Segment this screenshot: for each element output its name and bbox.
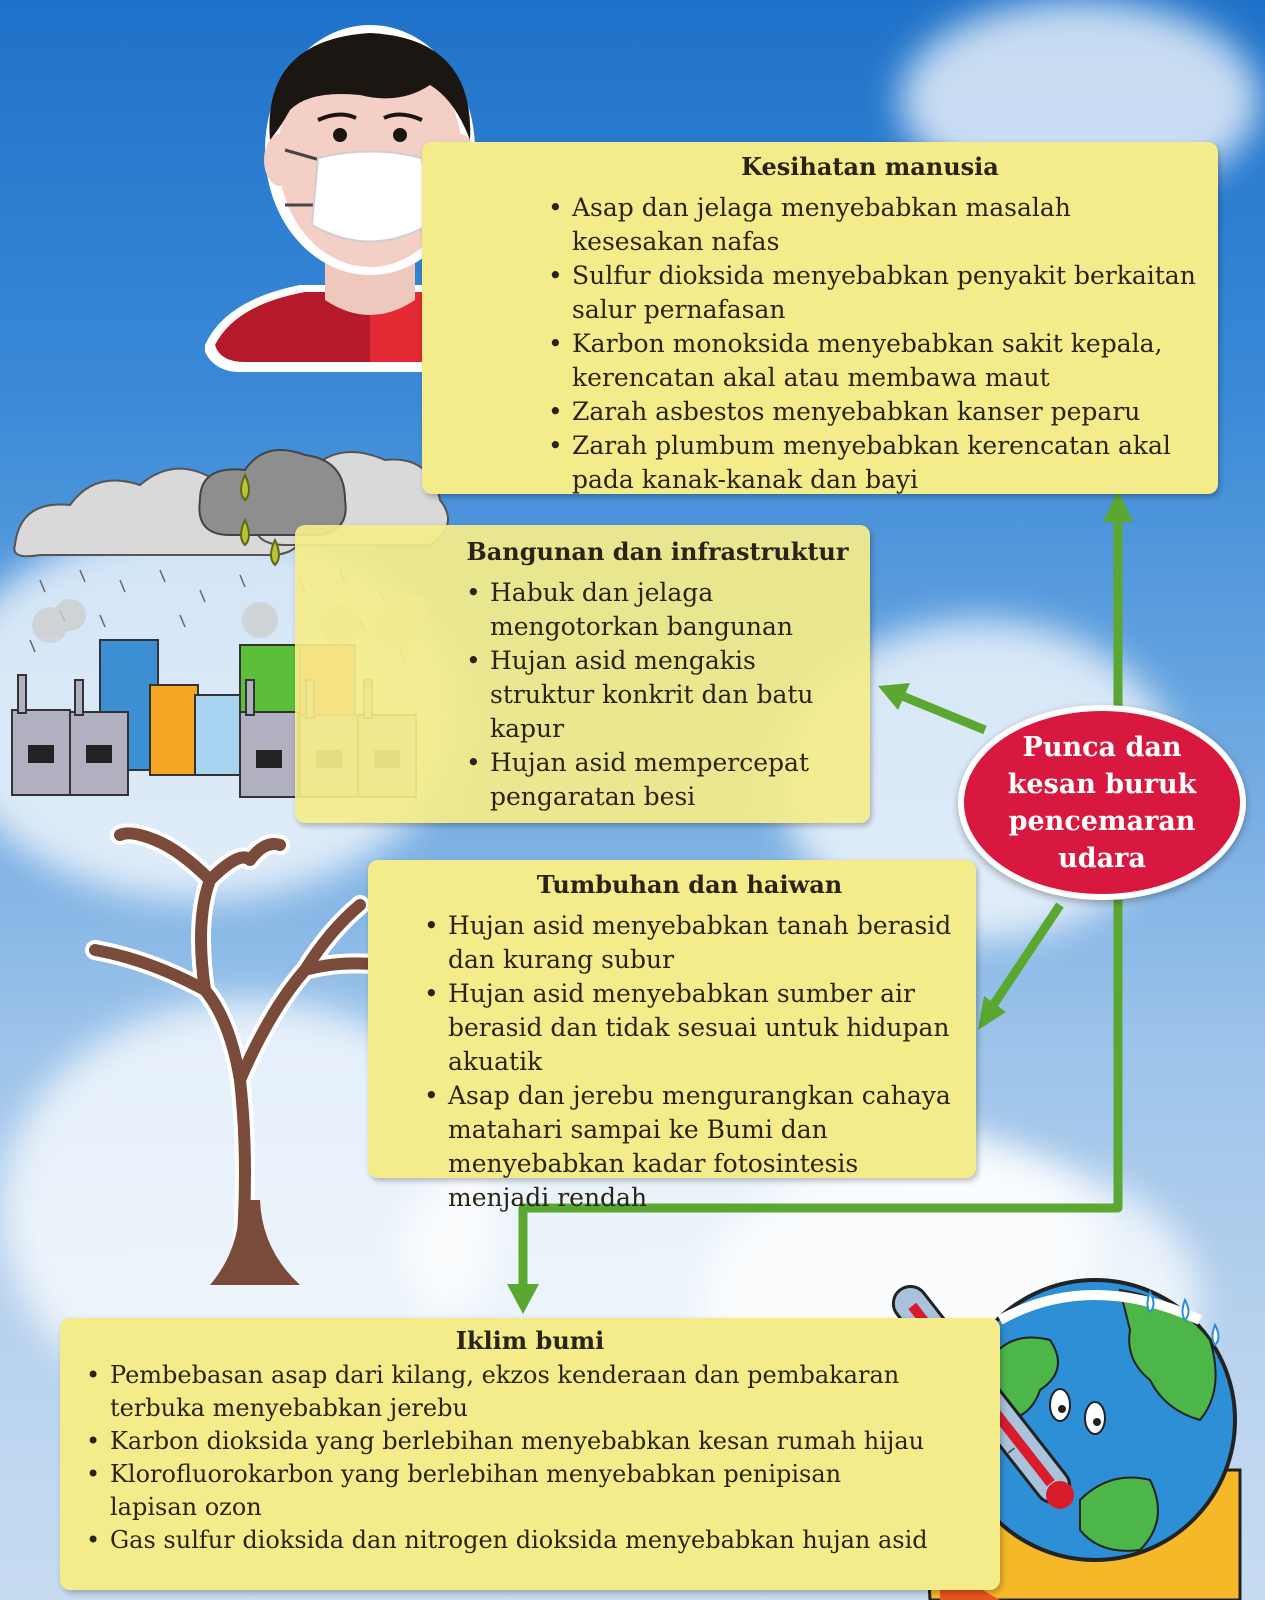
box-title: Bangunan dan infrastruktur (466, 537, 849, 566)
box-title: Kesihatan manusia (741, 152, 999, 181)
bullet-list (80, 1359, 980, 1557)
list-item: • Hujan asid mengakis struktur konkrit dan batu kapur (460, 644, 855, 746)
list-item: • Sulfur dioksida menyebabkan penyakit berkaitan salur pernafasan (542, 259, 1198, 327)
list-item: • Pembebasan asap dari kilang, ekzos kenderaan dan pembakaran terbuka menyebabkan jerebu (80, 1359, 910, 1425)
list-item: • Gas sulfur dioksida dan nitrogen dioksida menyebabkan hujan asid (80, 1524, 980, 1557)
list-item: • Zarah asbestos menyebabkan kanser peparu (542, 395, 1198, 429)
box-title: Iklim bumi (455, 1326, 605, 1355)
center-topic-label: Punca dan kesan buruk pencemaran udara (1007, 731, 1197, 874)
list-item: • Hujan asid mempercepat pengaratan besi (460, 746, 855, 814)
list-item: • Asap dan jerebu mengurangkan cahaya matahari sampai ke Bumi dan menyebabkan kadar fotosintesis menjadi rendah (418, 1079, 961, 1215)
list-item: • Karbon monoksida menyebabkan sakit kepala, kerencatan akal atau membawa maut (542, 327, 1198, 395)
list-item: • Klorofluorokarbon yang berlebihan menyebabkan penipisan lapisan ozon (80, 1458, 910, 1524)
list-item: • Hujan asid menyebabkan tanah berasid dan kurang subur (418, 909, 961, 977)
box-kesihatan-manusia (422, 142, 1218, 494)
bullet-list (460, 576, 855, 814)
list-item: • Habuk dan jelaga mengotorkan bangunan (460, 576, 855, 644)
center-topic-oval (958, 705, 1246, 900)
bullet-list (418, 909, 961, 1215)
list-item: • Asap dan jelaga menyebabkan masalah kesesakan nafas (542, 191, 1198, 259)
box-title: Tumbuhan dan haiwan (536, 870, 843, 899)
list-item: • Karbon dioksida yang berlebihan menyebabkan kesan rumah hijau (80, 1425, 980, 1458)
box-bangunan-infrastruktur (295, 525, 870, 823)
box-tumbuhan-haiwan (368, 860, 976, 1212)
bullet-list (542, 191, 1198, 497)
list-item: • Zarah plumbum menyebabkan kerencatan akal pada kanak-kanak dan bayi (542, 429, 1198, 497)
list-item: • Hujan asid menyebabkan sumber air berasid dan tidak sesuai untuk hidupan akuatik (418, 977, 961, 1079)
box-iklim-bumi (60, 1318, 1000, 1590)
